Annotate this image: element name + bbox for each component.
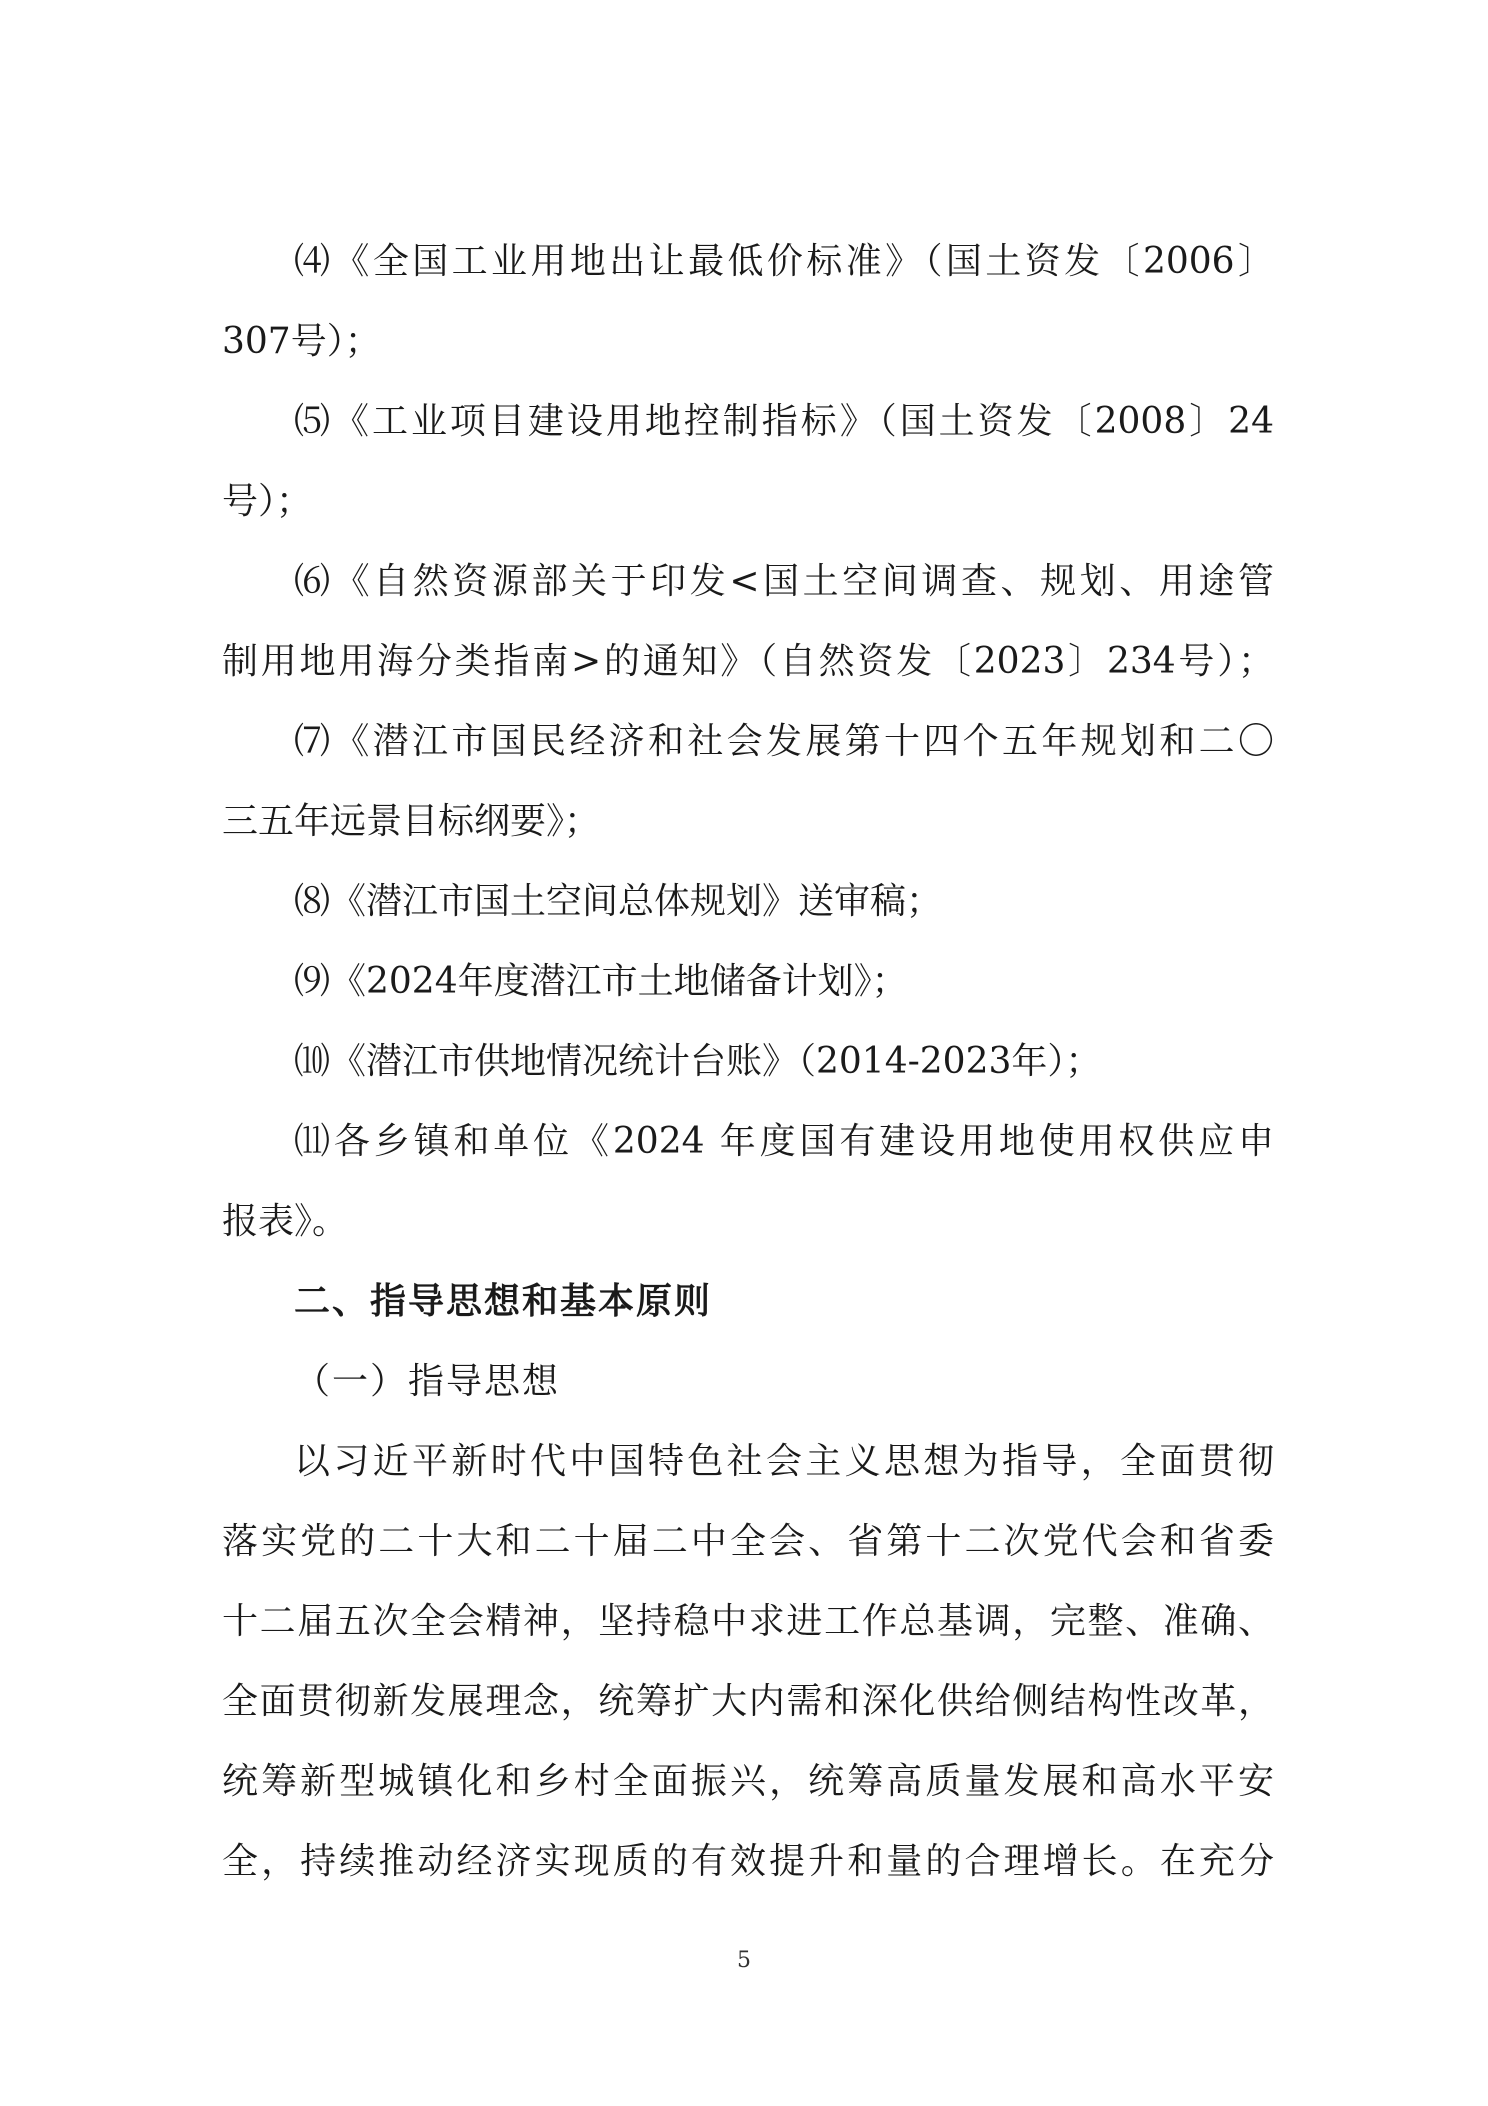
subsection-heading: （一）指导思想	[294, 1361, 561, 1402]
text-line: 号）；	[222, 481, 313, 522]
text-line: 全，持续推动经济实现质的有效提升和量的合理增长。在充分	[222, 1841, 1274, 1882]
text-line: 三五年远景目标纲要》；	[222, 801, 601, 842]
text-line: ⑷《全国工业用地出让最低价标准》（国土资发〔2006〕	[294, 241, 1274, 282]
text-line: 十二届五次全会精神，坚持稳中求进工作总基调，完整、准确、	[222, 1601, 1274, 1642]
text-line: ⑻《潜江市国土空间总体规划》送审稿；	[294, 881, 943, 922]
text-line: ⑺《潜江市国民经济和社会发展第十四个五年规划和二〇	[294, 721, 1274, 762]
text-line: 制用地用海分类指南>的通知》（自然资发〔2023〕234号）；	[222, 641, 1274, 682]
section-heading: 二、指导思想和基本原则	[294, 1281, 713, 1322]
text-line: ⑽《潜江市供地情况统计台账》（2014-2023年）；	[294, 1041, 1102, 1082]
text-line: ⑾各乡镇和单位《2024 年度国有建设用地使用权供应申	[294, 1121, 1274, 1162]
page-number: 5	[737, 1948, 751, 1973]
text-line: 报表》。	[222, 1201, 349, 1242]
text-line: 统筹新型城镇化和乡村全面振兴，统筹高质量发展和高水平安	[222, 1761, 1274, 1802]
text-line: ⑹《自然资源部关于印发<国土空间调查、规划、用途管	[294, 561, 1274, 602]
text-line: 落实党的二十大和二十届二中全会、省第十二次党代会和省委	[222, 1521, 1274, 1562]
document-body	[222, 222, 1274, 1902]
text-line: ⑸《工业项目建设用地控制指标》（国土资发〔2008〕24	[294, 401, 1274, 442]
text-line: 以习近平新时代中国特色社会主义思想为指导，全面贯彻	[294, 1441, 1274, 1482]
text-line: ⑼《2024年度潜江市土地储备计划》；	[294, 961, 908, 1002]
text-line: 全面贯彻新发展理念，统筹扩大内需和深化供给侧结构性改革，	[222, 1681, 1274, 1722]
text-line: 307号）；	[222, 321, 381, 362]
